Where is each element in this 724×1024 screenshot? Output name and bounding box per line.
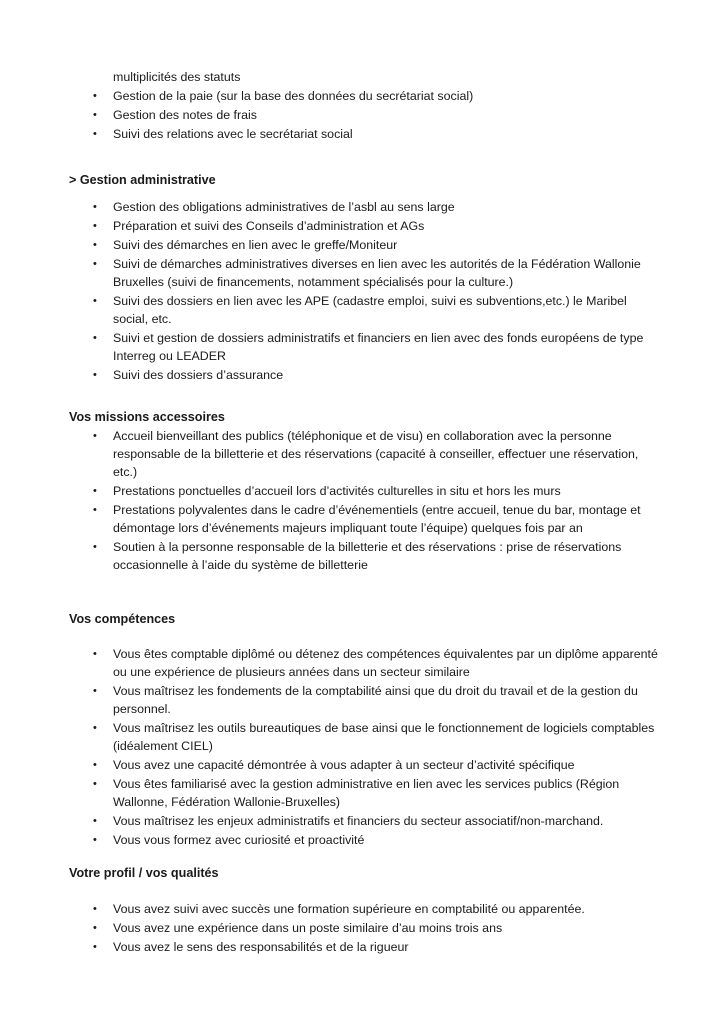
admin-list bbox=[93, 198, 661, 385]
list-item: • Vous avez suivi avec succès une formation supérieure en comptabilité ou apparentée. bbox=[93, 902, 585, 916]
bullet-icon: • bbox=[93, 759, 97, 771]
top-list-continuation: multiplicités des statuts bbox=[113, 70, 241, 84]
bullet-icon: • bbox=[93, 201, 97, 213]
list-item: • Soutien à la personne responsable de la billetterie et des réservations : prise de réservations occasionnelle à l’aide du système de billetterie bbox=[93, 540, 622, 572]
bullet-icon: • bbox=[93, 648, 97, 660]
list-item: • Vous maîtrisez les outils bureautiques de base ainsi que le fonctionnement de logiciels comptables (idéalement CIEL) bbox=[93, 721, 655, 753]
missions-heading: Vos missions accessoires bbox=[69, 410, 225, 424]
list-item: • Accueil bienveillant des publics (téléphonique et de visu) en collaboration avec la personne responsable de la billetterie et des réservations (capacité à conseiller, effectuer une réservation, etc.) bbox=[93, 429, 639, 479]
bullet-icon: • bbox=[93, 485, 97, 497]
bullet-icon: • bbox=[93, 220, 97, 232]
list-item: • Vous avez une expérience dans un poste similaire d’au moins trois ans bbox=[93, 921, 503, 935]
list-item: • Suivi des démarches en lien avec le greffe/Moniteur bbox=[93, 238, 398, 252]
list-item: • Vous êtes familiarisé avec la gestion administrative en lien avec les services publics (Région Wallonne, Fédération Wallonie-Bruxelles) bbox=[93, 777, 620, 809]
list-item: • Vous maîtrisez les enjeux administratifs et financiers du secteur associatif/non-marchand. bbox=[93, 814, 604, 828]
bullet-icon: • bbox=[93, 778, 97, 790]
bullet-icon: • bbox=[93, 941, 97, 953]
bullet-icon: • bbox=[93, 128, 97, 140]
bullet-icon: • bbox=[93, 90, 97, 102]
bullet-icon: • bbox=[93, 834, 97, 846]
bullet-icon: • bbox=[93, 239, 97, 251]
list-item: • Vous maîtrisez les fondements de la comptabilité ainsi que du droit du travail et de la gestion du personnel. bbox=[93, 684, 638, 716]
competences-list bbox=[93, 645, 661, 850]
bullet-icon: • bbox=[93, 504, 97, 516]
list-item: • Préparation et suivi des Conseils d’administration et AGs bbox=[93, 219, 425, 233]
profil-list bbox=[93, 900, 673, 957]
competences-heading: Vos compétences bbox=[69, 612, 176, 626]
bullet-icon: • bbox=[93, 685, 97, 697]
list-item: • Vous avez le sens des responsabilités et de la rigueur bbox=[93, 940, 409, 954]
list-item: • Suivi des dossiers d’assurance bbox=[93, 368, 284, 382]
list-item: • Vous vous formez avec curiosité et proactivité bbox=[93, 833, 365, 847]
list-item: • Prestations polyvalentes dans le cadre d’événementiels (entre accueil, tenue du bar, montage et démontage lors d’événements majeurs impliquant toute l’équipe) quelques fois par an bbox=[93, 503, 641, 535]
bullet-icon: • bbox=[93, 541, 97, 553]
bullet-icon: • bbox=[93, 430, 97, 442]
list-item: • Prestations ponctuelles d’accueil lors d’activités culturelles in situ et hors les murs bbox=[93, 484, 561, 498]
bullet-icon: • bbox=[93, 903, 97, 915]
admin-heading: > Gestion administrative bbox=[69, 173, 216, 187]
bullet-icon: • bbox=[93, 295, 97, 307]
bullet-icon: • bbox=[93, 258, 97, 270]
missions-list bbox=[93, 427, 661, 575]
list-item: • Suivi des dossiers en lien avec les APE (cadastre emploi, suivi es subventions,etc.) le Maribel social, etc. bbox=[93, 294, 627, 326]
list-item: • Gestion de la paie (sur la base des données du secrétariat social) bbox=[93, 89, 474, 103]
bullet-icon: • bbox=[93, 722, 97, 734]
bullet-icon: • bbox=[93, 815, 97, 827]
list-item: • Vous avez une capacité démontrée à vous adapter à un secteur d’activité spécifique bbox=[93, 758, 575, 772]
list-item: • Suivi et gestion de dossiers administratifs et financiers en lien avec des fonds européens de type Interreg ou LEADER bbox=[93, 331, 644, 363]
list-item: • Gestion des obligations administratives de l’asbl au sens large bbox=[93, 200, 455, 214]
list-item: • Suivi de démarches administratives diverses en lien avec les autorités de la Fédération Wallonie Bruxelles (suivi de financements, notamment spécialisés pour la culture.) bbox=[93, 257, 641, 289]
list-item: • Vous êtes comptable diplômé ou détenez des compétences équivalentes par un diplôme apparenté ou une expérience de plusieurs années dans un secteur similaire bbox=[93, 647, 658, 679]
bullet-icon: • bbox=[93, 332, 97, 344]
bullet-icon: • bbox=[93, 109, 97, 121]
bullet-icon: • bbox=[93, 369, 97, 381]
top-list bbox=[93, 87, 673, 144]
list-item: • Gestion des notes de frais bbox=[93, 108, 257, 122]
list-item: • Suivi des relations avec le secrétariat social bbox=[93, 127, 353, 141]
profil-heading: Votre profil / vos qualités bbox=[69, 866, 219, 880]
bullet-icon: • bbox=[93, 922, 97, 934]
